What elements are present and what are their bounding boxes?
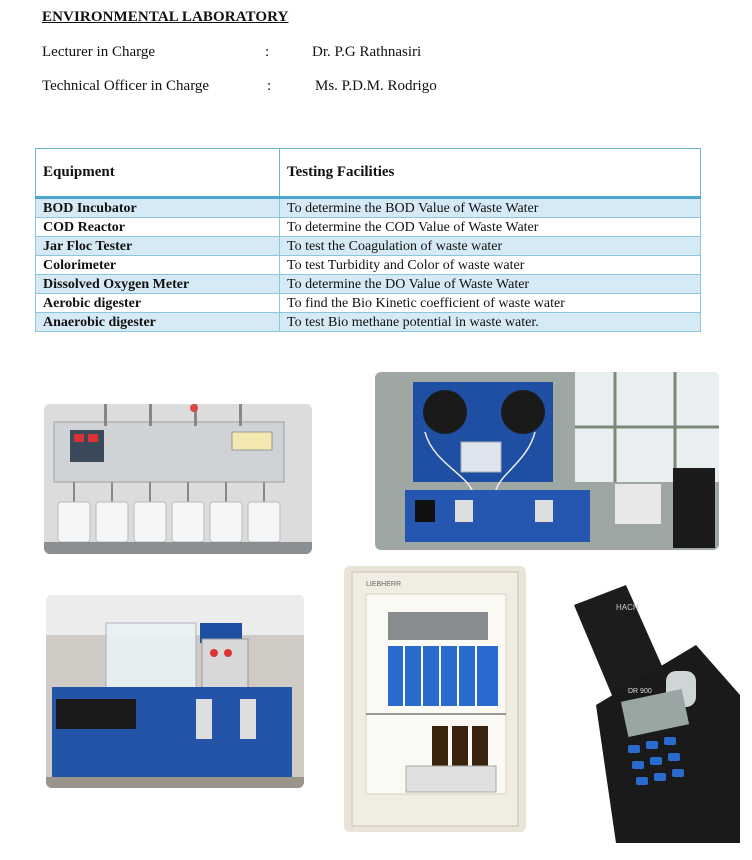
incubator-brand: LIEBHERR xyxy=(366,581,402,588)
facility-cell: To determine the COD Value of Waste Water xyxy=(280,218,701,237)
officer-name: Ms. P.D.M. Rodrigo xyxy=(315,78,437,94)
digester-setup-photo xyxy=(375,372,719,550)
equipment-cell: BOD Incubator xyxy=(36,198,280,218)
officer-label: Technical Officer in Charge xyxy=(42,78,210,94)
header-testing-facilities: Testing Facilities xyxy=(280,149,701,198)
facility-cell: To test Bio methane potential in waste water. xyxy=(280,313,701,332)
lecturer-row xyxy=(0,44,752,64)
equipment-cell: Dissolved Oxygen Meter xyxy=(36,275,280,294)
equipment-table xyxy=(35,148,701,332)
facility-cell: To find the Bio Kinetic coefficient of waste water xyxy=(280,294,701,313)
equipment-cell: Aerobic digester xyxy=(36,294,280,313)
colorimeter-photo xyxy=(556,585,740,843)
equipment-cell: COD Reactor xyxy=(36,218,280,237)
table-row xyxy=(36,313,701,332)
meter-model: DR 900 xyxy=(628,688,652,695)
table-row xyxy=(36,198,701,218)
facility-cell: To test Turbidity and Color of waste water xyxy=(280,256,701,275)
facility-cell: To determine the DO Value of Waste Water xyxy=(280,275,701,294)
facility-cell: To test the Coagulation of waste water xyxy=(280,237,701,256)
table-row xyxy=(36,218,701,237)
table-row xyxy=(36,294,701,313)
table-row xyxy=(36,256,701,275)
table-header-row xyxy=(36,149,701,198)
officer-sep: : xyxy=(267,78,272,94)
equipment-cell: Jar Floc Tester xyxy=(36,237,280,256)
equipment-cell: Colorimeter xyxy=(36,256,280,275)
table-row xyxy=(36,275,701,294)
bod-incubator-photo xyxy=(344,566,526,832)
jar-floc-tester-photo xyxy=(44,404,312,554)
officer-row xyxy=(0,78,752,98)
table-row xyxy=(36,237,701,256)
lecturer-name: Dr. P.G Rathnasiri xyxy=(312,44,422,60)
header-equipment: Equipment xyxy=(36,149,280,198)
equipment-cell: Anaerobic digester xyxy=(36,313,280,332)
cod-reactor-photo xyxy=(46,595,304,788)
lecturer-label: Lecturer in Charge xyxy=(42,44,156,60)
facility-cell: To determine the BOD Value of Waste Water xyxy=(280,198,701,218)
page-title: ENVIRONMENTAL LABORATORY xyxy=(42,9,289,25)
lecturer-sep: : xyxy=(265,44,270,60)
meter-brand: HACH xyxy=(616,603,639,612)
